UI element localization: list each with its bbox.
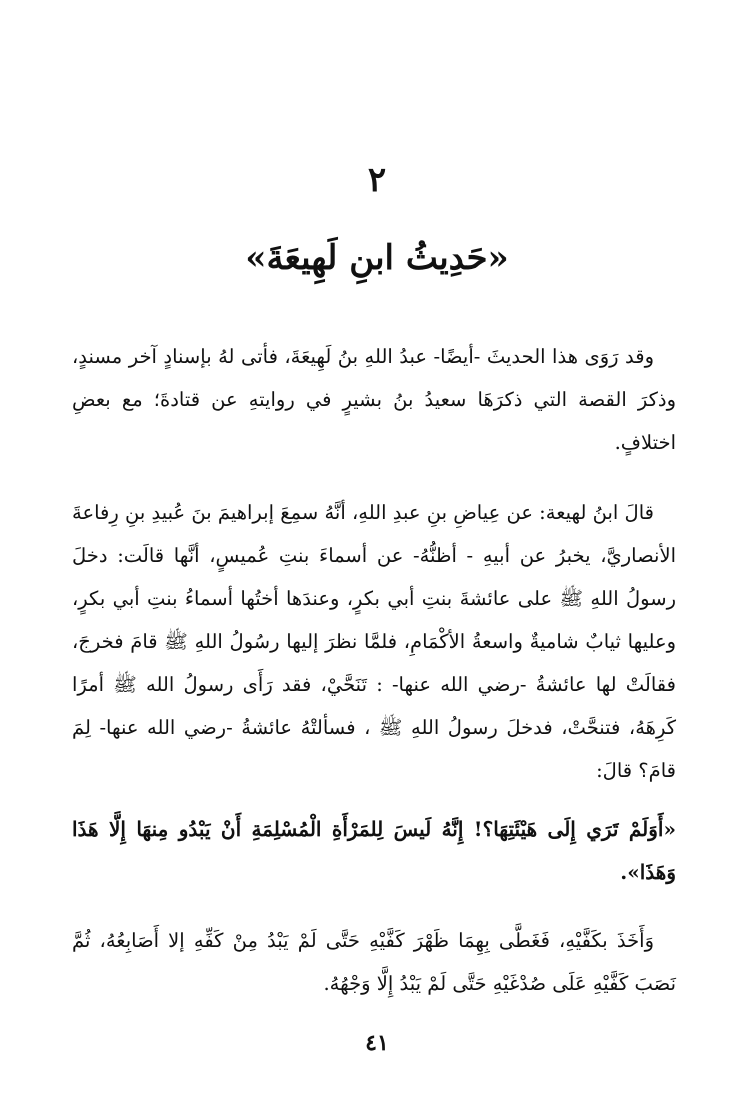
paragraph-text: وقد رَوَى هذا الحديثَ -أيضًا- عبدُ اللهِ بنُ لَهِيعَةَ، فأتى لهُ بإسنادٍ آخر مسندٍ، وذكرَ القصة التي ذكرَهَا سعيدُ بنُ بشيرٍ في روايتهِ عن قتادةَ؛ مع بعضِ اختلافٍ.	[72, 345, 676, 454]
chapter-number: ٢	[367, 160, 387, 200]
chapter-title: «حَدِيثُ ابنِ لَهِيعَةَ»	[245, 238, 509, 278]
paragraph-hadith-quote	[72, 808, 676, 894]
paragraph-text: وَأَخَذَ بكَفَّيْهِ، فَغَطَّى بِهِمَا ظَهْرَ كَفَّيْهِ حَتَّى لَمْ يَبْدُ مِنْ كَفِّهِ إلا أَصَابِعُهُ، ثُمَّ نَصَبَ كَفَّيْهِ عَلَى صُدْغَيْهِ حَتَّى لَمْ يَبْدُ إِلَّا وَجْهُهُ.	[72, 929, 676, 995]
paragraph-narration	[72, 491, 676, 792]
paragraph-conclusion	[72, 919, 676, 1005]
page-number: ٤١	[365, 1030, 389, 1056]
paragraph-text: قالَ ابنُ لهيعة: عن عِياضِ بنِ عبدِ اللهِ، أنَّهُ سمِعَ إبراهيمَ بنَ عُبيدِ بنِ رِفاعةَ الأنصاريَّ، يخبرُ عن أبيهِ - أظنُّهُ- عن أسماءَ بنتِ عُميسٍ، أنَّها قالَت: دخلَ رسولُ اللهِ ﷺ على عائشةَ بنتِ أبي بكرٍ، وعندَها أختُها أسماءُ بنتِ أبي بكرٍ، وعليها ثيابٌ شاميةٌ واسعةُ الأكْمَامِ، فلمَّا نظرَ إليها رسُولُ اللهِ ﷺ قامَ فخرجَ، فقالَتْ لها عائشةُ -رضي الله عنها- : تَنَحَّيْ، فقد رَأَى رسولُ الله ﷺ أمرًا كَرِهَهُ، فتنحَّتْ، فدخلَ رسولُ اللهِ ﷺ ، فسألتْهُ عائشةُ -رضي الله عنها- لِمَ قامَ؟ قالَ:	[72, 501, 676, 782]
paragraph-intro	[72, 335, 676, 464]
paragraph-text: «أَوَلَمْ تَرَي إِلَى هَيْئَتِهَا؟! إِنَّهُ لَيسَ لِلمَرْأَةِ الْمُسْلِمَةِ أَنْ يَبْدُو مِنهَا إِلَّا هَذَا وَهَذَا».	[72, 817, 676, 884]
